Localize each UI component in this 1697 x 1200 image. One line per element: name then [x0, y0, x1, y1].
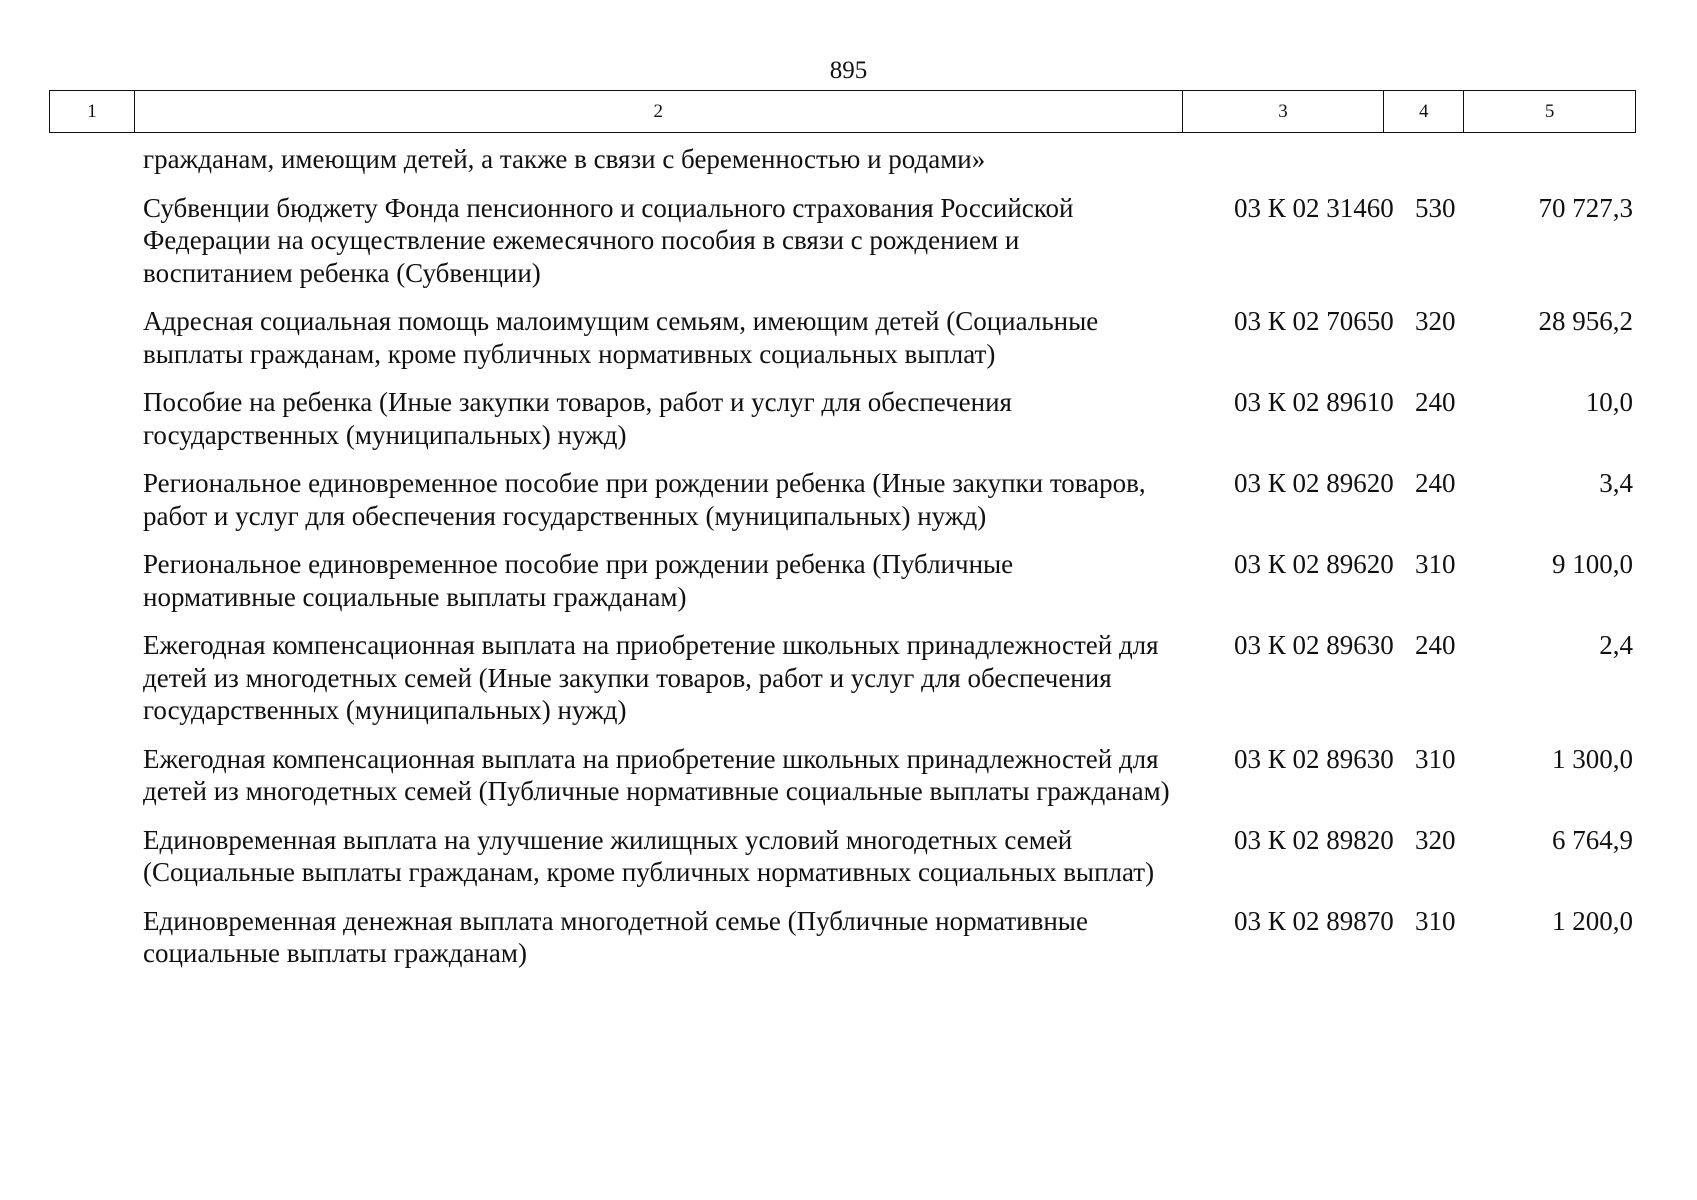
target-article-code: 03 К 02 89620 — [1234, 468, 1394, 498]
table-row — [143, 743, 1633, 808]
expense-type-code: 320 — [1415, 824, 1456, 855]
table-row — [143, 192, 1633, 290]
expense-name: Ежегодная компенсационная выплата на приобретение школьных принадлежностей для детей из многодетных семей (Публичные нормативные социальные выплаты гражданам) — [143, 743, 1170, 806]
target-article-code: 03 К 02 89610 — [1234, 387, 1394, 417]
target-article-code: 03 К 02 31460 — [1234, 192, 1394, 223]
expense-type-code: 240 — [1415, 630, 1456, 660]
expense-type-code: 530 — [1415, 192, 1456, 223]
table-row — [143, 905, 1633, 970]
column-number-4: 4 — [1384, 91, 1464, 132]
page-number: 895 — [829, 57, 868, 84]
target-article-code: 03 К 02 89630 — [1234, 630, 1394, 660]
continuation-text: гражданам, имеющим детей, а также в связи с беременностью и родами» — [143, 144, 986, 174]
expense-type-code: 310 — [1415, 549, 1456, 579]
amount: 6 764,9 — [1552, 824, 1633, 855]
column-number-3: 3 — [1183, 91, 1385, 132]
column-number-5: 5 — [1544, 100, 1555, 122]
target-article-code: 03 К 02 89630 — [1234, 743, 1394, 774]
expense-type-code: 240 — [1415, 387, 1456, 417]
table-row — [143, 467, 1633, 532]
column-number-2: 2 — [135, 91, 1183, 132]
expense-type-code: 240 — [1415, 468, 1456, 498]
table-column-header-row — [49, 90, 1636, 133]
table-row — [143, 386, 1633, 451]
column-number-1: 1 — [50, 91, 135, 132]
expense-name: Региональное единовременное пособие при рождении ребенка (Публичные нормативные социальные выплаты гражданам) — [143, 549, 1014, 612]
expense-name: Региональное единовременное пособие при рождении ребенка (Иные закупки товаров, работ и услуг для обеспечения государственных (муниципальных) нужд) — [143, 468, 1146, 531]
amount: 9 100,0 — [1552, 549, 1633, 579]
expense-type-code: 320 — [1415, 306, 1456, 336]
table-row — [143, 824, 1633, 889]
amount: 70 727,3 — [1538, 192, 1633, 223]
table-row — [143, 305, 1633, 370]
amount: 1 200,0 — [1552, 905, 1633, 936]
amount: 10,0 — [1585, 387, 1633, 417]
budget-table-body — [143, 143, 1633, 970]
table-row — [143, 548, 1633, 613]
expense-type-code: 310 — [1415, 743, 1456, 774]
continuation-row — [143, 143, 1633, 176]
expense-name: Единовременная выплата на улучшение жилищных условий многодетных семей (Социальные выплаты гражданам, кроме публичных нормативных социальных выплат) — [143, 824, 1155, 887]
expense-type-code: 310 — [1415, 905, 1456, 936]
target-article-code: 03 К 02 89820 — [1234, 824, 1394, 855]
expense-name: Субвенции бюджету Фонда пенсионного и социального страхования Российской Федерации на осуществление ежемесячного пособия в связи с рождением и воспитанием ребенка (Субвенции) — [143, 192, 1074, 288]
target-article-code: 03 К 02 89620 — [1234, 549, 1394, 579]
target-article-code: 03 К 02 89870 — [1234, 905, 1394, 936]
expense-name: Пособие на ребенка (Иные закупки товаров, работ и услуг для обеспечения государственных (муниципальных) нужд) — [143, 387, 1012, 450]
amount: 1 300,0 — [1552, 743, 1633, 774]
amount: 3,4 — [1599, 468, 1633, 498]
amount: 2,4 — [1599, 630, 1633, 660]
expense-name: Адресная социальная помощь малоимущим семьям, имеющим детей (Социальные выплаты гражданам, кроме публичных нормативных социальных выплат) — [143, 306, 1099, 369]
table-row — [143, 629, 1633, 727]
expense-name: Ежегодная компенсационная выплата на приобретение школьных принадлежностей для детей из многодетных семей (Иные закупки товаров, работ и услуг для обеспечения государственных (муниципальных) нужд) — [143, 630, 1159, 725]
target-article-code: 03 К 02 70650 — [1234, 306, 1394, 336]
amount: 28 956,2 — [1538, 306, 1633, 336]
expense-name: Единовременная денежная выплата многодетной семье (Публичные нормативные социальные выплаты гражданам) — [143, 905, 1088, 968]
